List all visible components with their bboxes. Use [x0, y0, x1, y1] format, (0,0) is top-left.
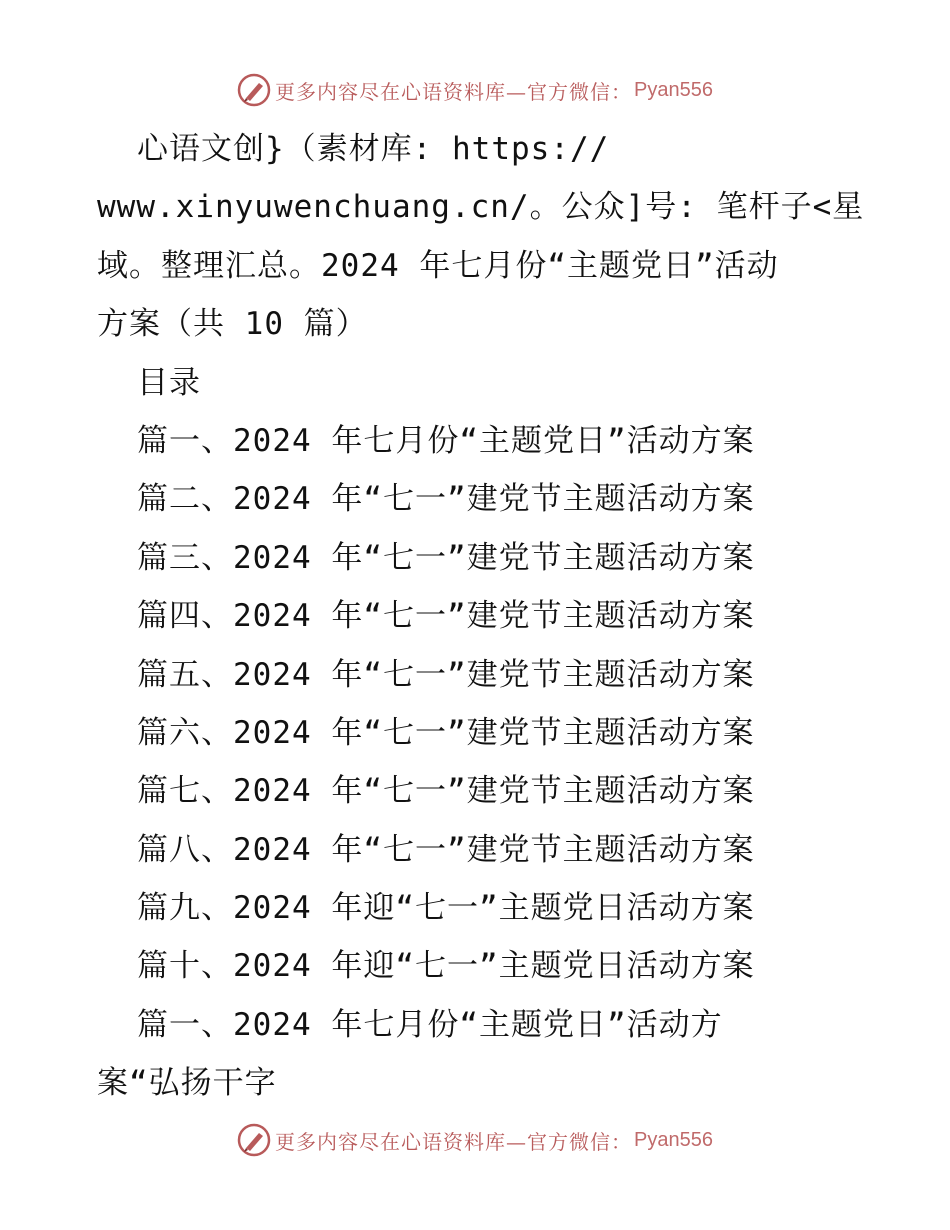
pen-logo-icon [237, 1123, 271, 1157]
toc-item-5: 篇五、2024 年“七一”建党节主题活动方案 [137, 656, 755, 693]
footer-banner [0, 1120, 950, 1160]
section-heading: 篇一、2024 年七月份“主题党日”活动方 [137, 1006, 723, 1043]
header-banner-text: 更多内容尽在心语资料库—官方微信： [275, 79, 633, 104]
toc-title: 目录 [137, 364, 201, 401]
toc-item-9: 篇九、2024 年迎“七一”主题党日活动方案 [137, 890, 755, 927]
section-continuation: 案“弘扬干字 [97, 1065, 277, 1102]
intro-line-2: www.xinyuwenchuang.cn/。公众]号: 笔杆子<星 [97, 189, 865, 226]
intro-line-4: 方案（共 10 篇） [97, 306, 368, 343]
intro-line-3: 域。整理汇总。2024 年七月份“主题党日”活动 [97, 247, 779, 284]
toc-item-7: 篇七、2024 年“七一”建党节主题活动方案 [137, 773, 755, 810]
header-banner [0, 70, 950, 110]
toc-item-1: 篇一、2024 年七月份“主题党日”活动方案 [137, 422, 755, 459]
header-wechat-id: Pyan556 [634, 78, 713, 101]
footer-banner-text: 更多内容尽在心语资料库—官方微信： [275, 1129, 633, 1154]
toc-item-2: 篇二、2024 年“七一”建党节主题活动方案 [137, 481, 755, 518]
footer-wechat-id: Pyan556 [634, 1128, 713, 1151]
document-body [97, 120, 865, 1113]
intro-line-1: 心语文创}（素材库: https:// [137, 131, 610, 167]
toc-item-6: 篇六、2024 年“七一”建党节主题活动方案 [137, 714, 755, 751]
toc-item-8: 篇八、2024 年“七一”建党节主题活动方案 [137, 831, 755, 868]
pen-logo-icon [237, 73, 271, 107]
toc-item-3: 篇三、2024 年“七一”建党节主题活动方案 [137, 539, 755, 576]
toc-item-4: 篇四、2024 年“七一”建党节主题活动方案 [137, 598, 755, 635]
toc-item-10: 篇十、2024 年迎“七一”主题党日活动方案 [137, 948, 755, 985]
